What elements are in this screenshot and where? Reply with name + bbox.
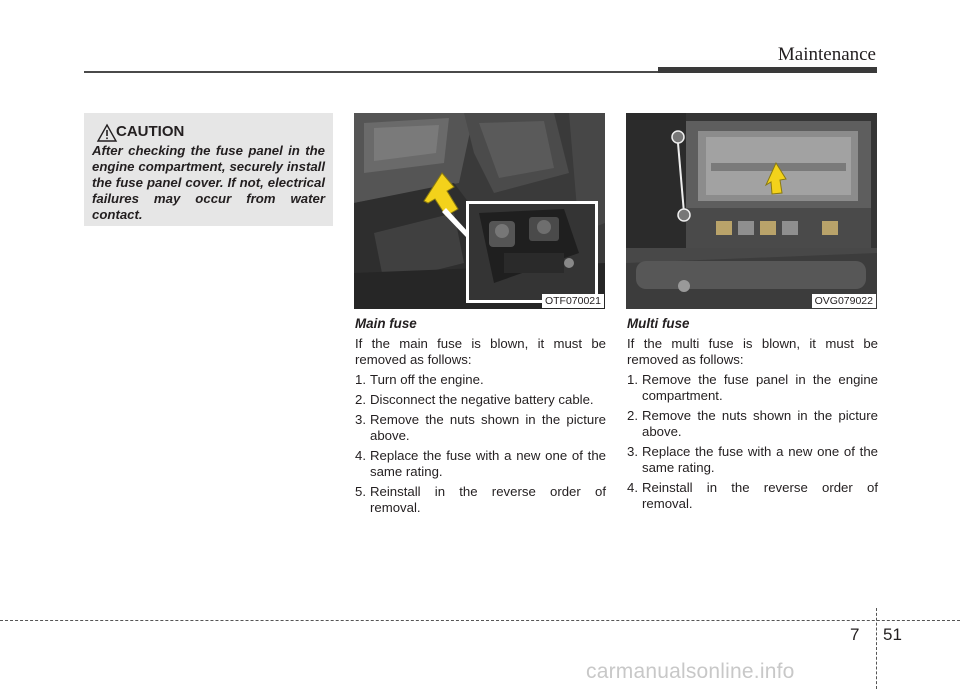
main-fuse-photo (354, 113, 605, 309)
list-item: 3. Replace the fuse with a new one of the same rating. (627, 444, 878, 475)
multi-fuse-heading: Multi fuse (627, 316, 690, 331)
multi-fuse-steps (627, 372, 878, 512)
list-item: 2. Disconnect the negative battery cable. (355, 392, 594, 407)
fuse-panel-illustration (626, 113, 877, 309)
multi-fuse-photo (626, 113, 877, 309)
list-item: 2. Remove the nuts shown in the picture above. (627, 408, 878, 439)
list-item: 1. Remove the fuse panel in the engine compartment. (627, 372, 878, 403)
footer-divider (876, 608, 877, 689)
chapter-number: 7 (850, 625, 860, 644)
caution-label: CAUTION (116, 123, 185, 140)
page-header-title: Maintenance (777, 44, 876, 65)
header-rule (84, 71, 660, 73)
engine-compartment-illustration (354, 113, 605, 309)
multi-fuse-intro: If the multi fuse is blown, it must be removed as follows: (627, 336, 878, 367)
main-fuse-steps (355, 372, 606, 516)
list-item: 1. Turn off the engine. (355, 372, 484, 387)
list-item: 5. Reinstall in the reverse order of removal. (355, 484, 606, 515)
warning-triangle-icon (96, 123, 118, 143)
watermark: carmanualsonline.info (586, 660, 795, 683)
photo-code: OVG079022 (812, 294, 876, 308)
multi-fuse-section (627, 316, 878, 516)
caution-text: After checking the fuse panel in the engine compartment, securely install the fuse panel cover. If not, electrical failures may occur from water contact. (92, 143, 325, 222)
list-item: 4. Replace the fuse with a new one of the same rating. (355, 448, 606, 479)
page-number: 51 (883, 625, 902, 644)
caution-box (84, 113, 333, 226)
list-item: 4. Reinstall in the reverse order of removal. (627, 480, 878, 511)
footer-rule (0, 620, 960, 621)
list-item: 3. Remove the nuts shown in the picture above. (355, 412, 606, 443)
header-rule-accent (658, 67, 877, 73)
photo-code: OTF070021 (542, 294, 604, 308)
main-fuse-section (355, 316, 606, 520)
main-fuse-intro: If the main fuse is blown, it must be removed as follows: (355, 336, 606, 367)
main-fuse-heading: Main fuse (355, 316, 417, 331)
